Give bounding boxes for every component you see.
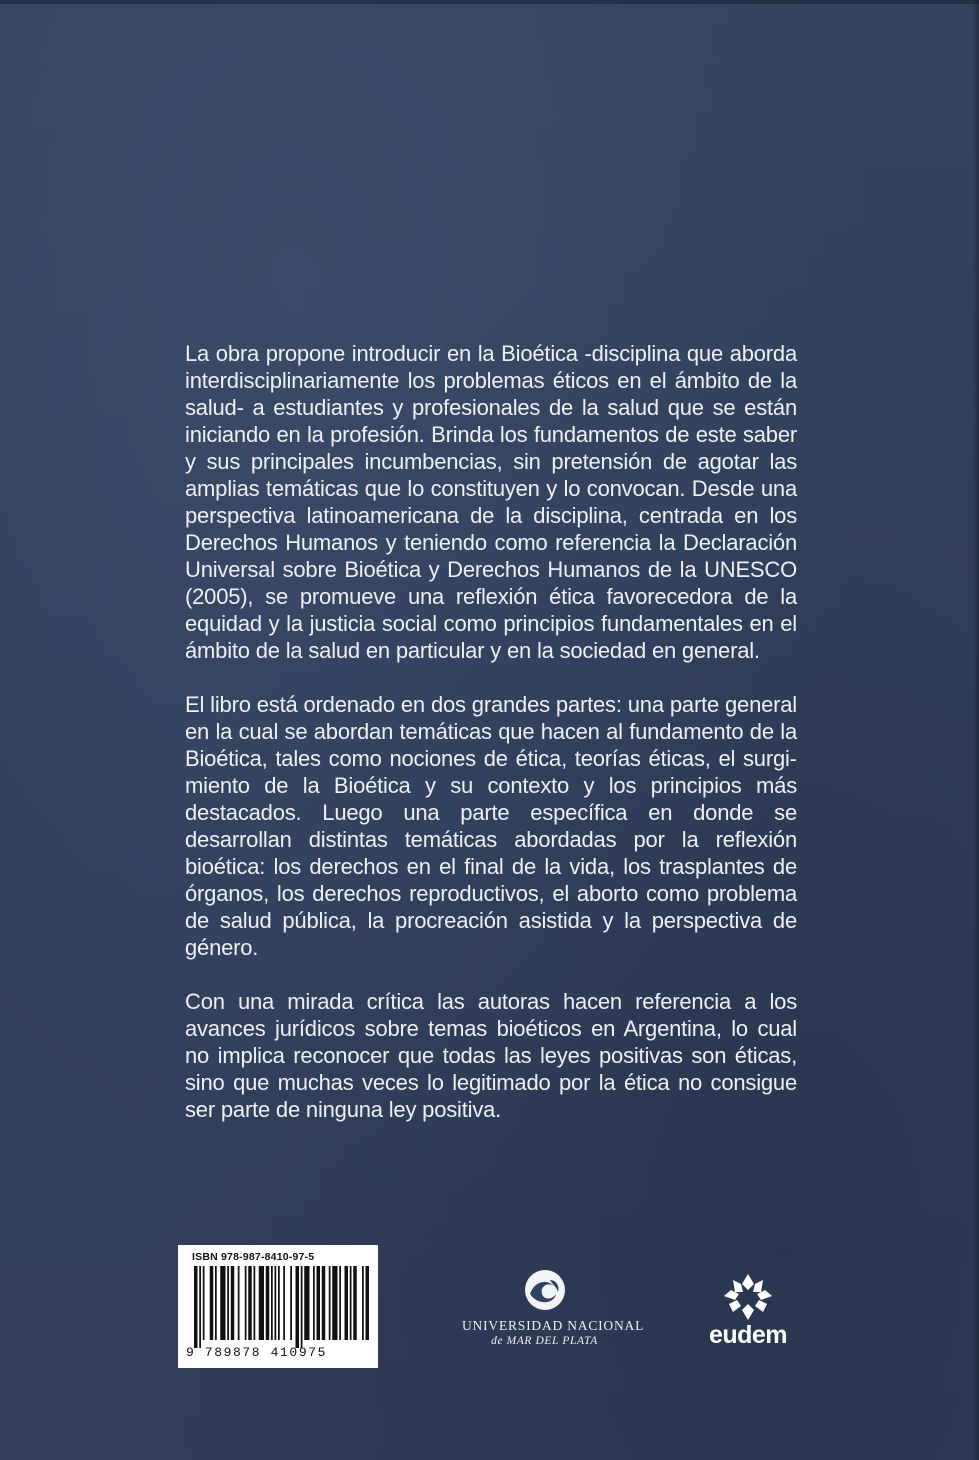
star-flower-icon xyxy=(717,1272,779,1322)
barcode-bar xyxy=(220,1266,225,1340)
barcode-bar xyxy=(339,1266,341,1340)
barcode-bars xyxy=(186,1266,370,1348)
barcode-bar xyxy=(304,1266,309,1340)
barcode-bar xyxy=(329,1266,331,1340)
barcode-bar xyxy=(322,1266,326,1340)
isbn-digits: 9 789878 410975 xyxy=(186,1345,328,1360)
barcode-bar xyxy=(245,1266,247,1340)
barcode-bar xyxy=(254,1266,256,1340)
barcode-bar xyxy=(317,1266,321,1340)
barcode-bar xyxy=(210,1266,214,1340)
barcode-bar xyxy=(283,1266,285,1340)
barcode-bar xyxy=(313,1266,315,1340)
cover-right-edge xyxy=(973,0,979,1460)
barcode-bar xyxy=(350,1266,352,1340)
barcode-bar xyxy=(231,1266,235,1340)
eudem-logo xyxy=(698,1272,798,1348)
barcode-bar xyxy=(296,1266,300,1348)
barcode-bar xyxy=(271,1266,273,1340)
barcode-bar xyxy=(345,1266,349,1340)
barcode-bar xyxy=(248,1266,252,1340)
barcode-bar xyxy=(301,1266,303,1348)
barcode-bar xyxy=(332,1266,337,1340)
isbn-label: ISBN 978-987-8410-97-5 xyxy=(192,1251,315,1263)
universidad-nacional-mar-del-plata-logo xyxy=(462,1268,645,1348)
barcode-bar xyxy=(203,1266,205,1340)
barcode-bar xyxy=(278,1266,280,1340)
wave-circle-icon xyxy=(522,1268,568,1312)
barcode-bar xyxy=(266,1266,270,1340)
barcode-bar xyxy=(227,1266,229,1340)
blurb-paragraph-2: El libro está ordenado en dos grandes partes: una parte general en la cual se abordan temáticas que hacen al fundamento de la Bioética, tales como nociones de ética, teorías éticas, el surgimiento de la Bioética y su contexto y los principios más destacados. Luego una parte específica en donde se desarrollan distintas temáticas abordadas por la reflexión bioética: los derechos en el final de la vida, los trasplantes de órganos, los derechos reproductivos, el aborto como problema de salud pública, la procreación asistida y la perspectiva de género. xyxy=(185,692,797,960)
barcode-bar xyxy=(194,1266,198,1348)
blurb-paragraph-3: Con una mirada crítica las autoras hacen referencia a los avances jurídicos sobre temas bioéticos en Argentina, lo cual no implica reconocer que todas las leyes positivas son éticas, sino que muchas veces lo legitimado por la ética no consigue ser parte de ninguna ley positiva. xyxy=(185,989,797,1122)
university-name-line2: de MAR DEL PLATA xyxy=(491,1335,598,1347)
university-name-line1: UNIVERSIDAD NACIONAL xyxy=(462,1318,645,1333)
eudem-wordmark: eudem xyxy=(708,1321,788,1349)
barcode-bar xyxy=(238,1266,240,1340)
barcode-bar xyxy=(259,1266,264,1340)
barcode-bar xyxy=(215,1266,217,1340)
barcode-bar xyxy=(290,1266,292,1340)
isbn-barcode xyxy=(178,1245,378,1368)
cover-top-edge xyxy=(0,0,979,4)
barcode-bar xyxy=(366,1266,370,1340)
barcode-bar xyxy=(199,1266,201,1348)
barcode-bar xyxy=(362,1266,364,1340)
barcode-bar xyxy=(275,1266,277,1340)
back-cover-blurb xyxy=(185,340,797,1150)
barcode-bar xyxy=(353,1266,357,1340)
blurb-paragraph-1: La obra propone introducir en la Bioética -disciplina que aborda interdisciplinariamente los problemas éticos en el ámbito de la salud- a estudiantes y profesionales de la salud que se están iniciando en la profesión. Brinda los fundamentos de este saber y sus principales incumbencias, sin pretensión de agotar las amplias temáticas que lo constituyen y lo convocan. Desde una perspectiva latinoamericana de la disciplina, centrada en los Derechos Humanos y teniendo como referencia la Declaración Universal sobre Bioética y Derechos Humanos de la UNESCO (2005), se promueve una reflexión ética favorecedora de la equidad y la justicia social como principios fundamentales en el ámbito de la salud en particular y en la sociedad en general. xyxy=(185,341,797,663)
